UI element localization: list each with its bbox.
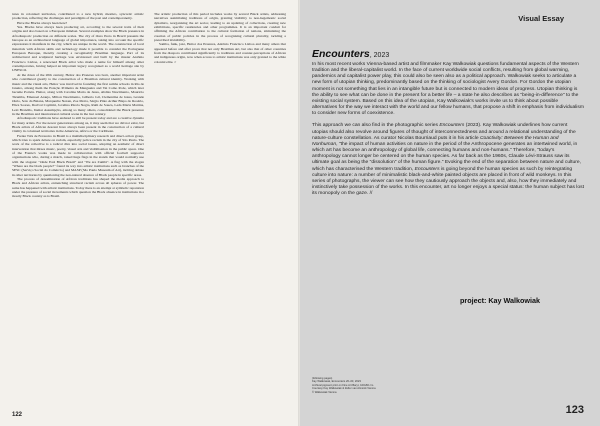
text-run: , "the impact of human activities on nature in the period of the Anthropocene generates an intertwined world, in which art has become an anthropology of global life, connecting humans and non-humans." Therefore, "today's anthropology cannot longer be centered on the human species. As far back as the 1960s, Claude Lévi-Strauss saw its ultimate goal as being the "dissolution" of the human figure." Evoking the end of the separation between nature and culture, which has characterised the Western tradition, (312, 141, 582, 172)
italic-title: Encounters (414, 166, 440, 172)
paragraph: Samba, funk, jazz, Heitor dos Prazeres, Antônio Francisco Lisboa and many others that appeared before and after prove that not only Brazilian Art, but also that of other countries from the diaspora contributed significantly to traditions and counter-perceptions of African and indigenous origin, now when access to artistic institutions was only granted to the white colonial elite. // (154, 42, 286, 64)
section-tag: Visual Essay (518, 14, 564, 23)
text-run: This approach we can also find in the photographic series (312, 123, 440, 129)
left-column-2 (154, 12, 286, 412)
paragraph: At the dawn of the 20th century, Heitor dos Prazeres was born, another important artist who contributed greatly to the construction of a Brazilian cultural identity. Working with music and the visual arts, Heitor was involved in founding the first samba schools in Rio de Janeiro, among them the Estação Primeira de Mangueira and Vai Como Pode, which later became Portela. Heitor, along with Carolina Maria de Jesus, Abdias Nascimento, Mauricio Tizumba, Emanoel Araujo, Milton Nascimento, Gilberto Gil, Clementina de Jesus, Grande Otelo, Solo da Baiana, Marquerite Nexen, Zoe Motta, Sérgio Pinto Arthur Bispo do Rosário, Eliza Soares, Dorival Caymmi, Jovelina Pérola Negra, Ruth de Souza, Leda Maria Martins, Lexi Brandão, Itamar Assumpção, among so many others, consolidated the Black presence in the Brazilian and international cultural scene in the last century. (12, 72, 144, 116)
article-title (312, 44, 389, 62)
paragraph: Yes. Blacks have always been producing art, according to the several traits of their origins and also based on a European mindset. Several examples show the Black presence in Afrodiasporic production on different scales. The city of Ouro Preto in Brazil presents the baroque as an architectural language of global importance, taking into account the specific expressions it manifests in the city, which are unique in the world. The construction of local materials with African skills and technology made it possible to consider the Portuguese European Baroque, thereby creating a recognisably Brazilian language. Part of its architectural and sculptural heritage was envisioned and built by the master Antônio Francisco Lisboa, a renowned Black artist who made a name for himself among other contemporaries, having helped an important legacy recognised as a world heritage site by UNESCO. (12, 25, 144, 73)
project-credit: project: Kay Walkowiak (460, 296, 541, 305)
right-page (300, 0, 600, 426)
article-body (312, 62, 584, 203)
paragraph: tures in colonised territories, contributed to a new hybrid, mestizo, syncretic artistic production, reflecting the challenges and paradigms of the past and contemporaneity. (12, 12, 144, 21)
text-run: is going beyond the human species as such by reintegrating culture into nature: a number of minimalistic black-and-white painted objects are placed in front of wild monkeys. In this series of photographs, the viewer can see how they cautiously approach the objects and, also, how they immediately and instinctively take possession of the works. In this encounter, art no longer enjoys a special status: the human subject has lost its monopoly on the gaze. // (312, 166, 584, 197)
paragraph: The artistic production of this period includes works by several Black artists, addressing narratives assimilating traditions of origin, granting visibility to non-hegemonic social dynamics, reorganising the art sector, leading to an updating of collections, creating new exhibitions, specific residencies and other programmes. It is an important conduit for affirming the African contribution to the cultural formation of nations, stimulating the creation of public policies in the process of recognising cultural plurality, tackling a prescribed invisibility. (154, 12, 286, 43)
title-year: , 2023 (369, 52, 390, 59)
page-number-right: 123 (565, 404, 584, 416)
credit-line: Kay Walkowiak, Encounters 20–03, 2023 (312, 380, 361, 384)
credit-line: © Walkowiak Vienna (312, 390, 337, 394)
image-credits (312, 377, 462, 394)
text-run: (2023). Kay Walkowiak underlines how current utopias should also revolve around figures of thought of interconnectedness and around a relational understanding of the nature-culture constellation. As curator Nicolas Bourriaud puts it in his article (312, 123, 576, 141)
paragraph: The process of denomination of African traditions has shaped the media approach to Black and African artists, entrenching structural racism across all spheres of power. The same has happened with artistic institutions. Today there is an attempt at symbolic reparation under the pressure of social movements which question the Black absence in institutions in a mostly Black country as is Brazil. (12, 177, 144, 199)
paragraph: Have the Blacks always been here? (17, 20, 68, 25)
left-column-1 (12, 12, 144, 412)
paragraph: Frente Três de Fevereiro in Brazil is a multidisciplinary research and direct-action group, which tries to spark debate on racism, especially police racism in the city of São Paulo. The work of the collective is a radical dive into social issues, adopting an aesthetic of direct intervention that mixes music, poetry, visual arts and visibilisation in the public space. One of the Frente's works was made in collaboration with official football supporter organisations who, during a match, raised huge flags in the stands that would normally use with the slogans: "Onde Está Black Brazil" and "We are Zumbi". A flag with the slogan "Where are the black people?" found its way into artistic institutions such as branches of the SESC (Serviço Social do Comércio) and MASP (São Paulo Museum of Art), inciting debate in other territories by questioning the non-natural absence of Black people in specific areas. (12, 133, 144, 177)
credit-line: Courtesy Kay Walkowiak & Zeller van Almsick Vienna (312, 387, 376, 391)
italic-title: Coactivity: Between the Human and Nonhuman (312, 135, 559, 147)
left-columns (12, 12, 286, 412)
credit-line: Archival pigment print on Fine Art Baryt, 100x66 cm. (312, 383, 374, 387)
paragraph: Afrodiasporic traditions have endured to still be present today and are a creative dynamo for many artists. For the newer generations among us, it may seem that we did not exist, but Black artists of African descent have always been present in the construction of a cultural vitality in colonised territories in the Americas, Africa or the Caribbean. (12, 116, 144, 134)
page-number-left: 122 (12, 412, 23, 418)
body-paragraph-1: In his most recent works Vienna-based artist and filmmaker Kay Walkowiak questions fundamental aspects of the Western tradition and the liberal-capitalist world. In the face of current worldwide social conflicts, resulting from global warming, pandemics and capitalist power play, this could also be seen also as a political approach. Walkowiak seeks to articulate a new form of utopian thinking, predominantly based on the thinking of sociologist Avery Gordon. For Gordon the utopian moment is not something that lies in an intangible future but is connected to modern ideas of progress. Utopian thinking is the ability to see what can be done in the present for a better life – a state he also describes as "being-in-difference" to the existing social system. Based on this idea of the utopian, Kay Walkowiak's works invite us to think about possible alternatives for the way we interact with the world and our fellow humans, that propose a shift in emphasis from individualism to consider new forms of coexistence. (312, 62, 584, 117)
italic-title: Encounters (439, 123, 465, 129)
title-text: Encounters (312, 48, 370, 60)
body-paragraph-2 (312, 123, 584, 197)
credit-line: (following pages) (312, 377, 333, 380)
